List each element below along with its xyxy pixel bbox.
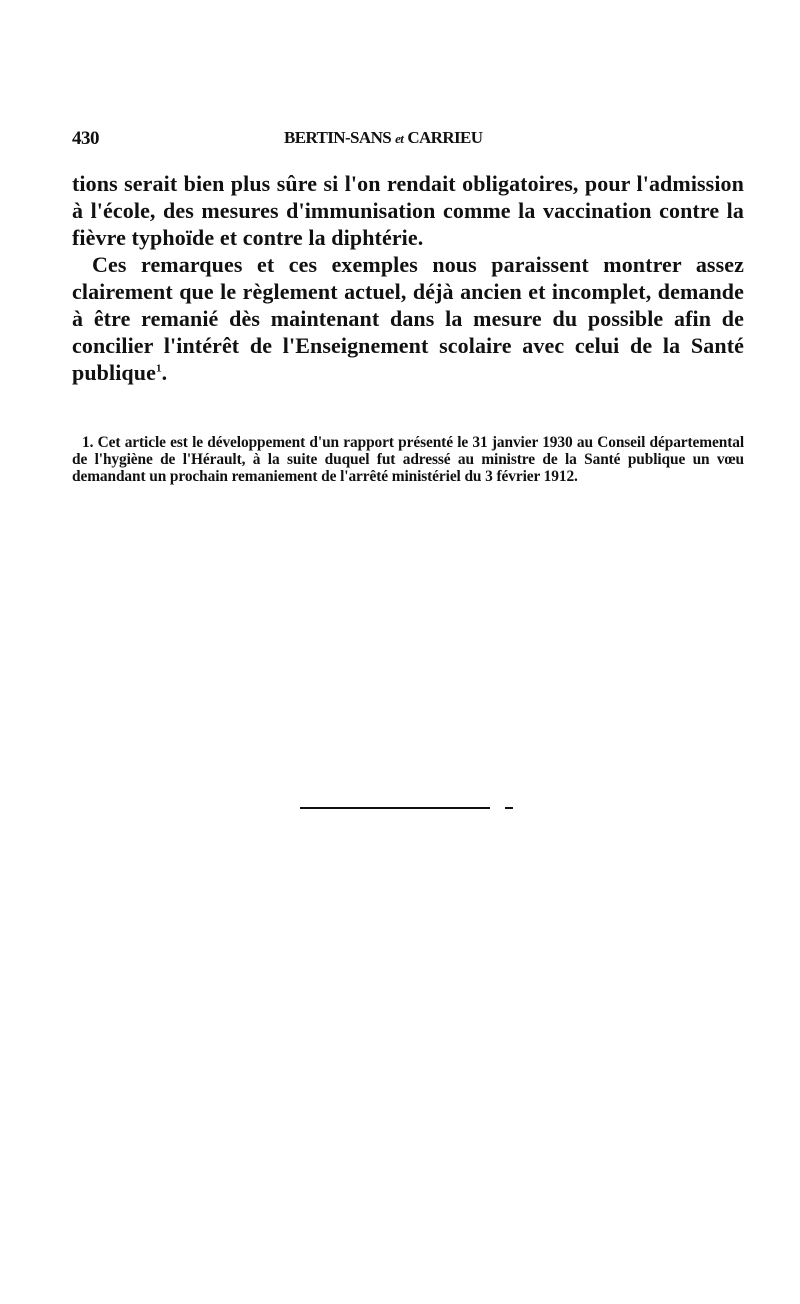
- paragraph-conclusion-end: .: [161, 360, 168, 385]
- running-title: [284, 128, 482, 148]
- author-left: BERTIN-SANS: [284, 128, 392, 147]
- running-header: [72, 128, 744, 152]
- paragraph-conclusion: [72, 251, 744, 386]
- footnote-reference: 1: [155, 362, 162, 375]
- author-conjunction: et: [395, 131, 404, 146]
- end-rule-dash: [505, 807, 513, 809]
- body-text: [72, 170, 744, 386]
- author-right: CARRIEU: [407, 128, 483, 147]
- footnote: 1. Cet article est le développement d'un rapport présenté le 31 janvier 1930 au Conseil départemental de l'hygiène de l'Hérault, à la suite duquel fut adressé au ministre de la Santé publique un vœu demandant un prochain remaniement de l'arrêté ministériel du 3 février 1912.: [72, 434, 744, 485]
- page-number: 430: [72, 128, 99, 149]
- end-rule: [300, 807, 490, 809]
- paragraph-continued: tions serait bien plus sûre si l'on rendait obligatoires, pour l'admission à l'école, des mesures d'immunisation comme la vaccination contre la fièvre typhoïde et contre la diphtérie.: [72, 171, 744, 250]
- paragraph-conclusion-text: Ces remarques et ces exemples nous paraissent montrer assez clairement que le règlement actuel, déjà ancien et incomplet, demande à être remanié dès maintenant dans la mesure du possible afin de concilier l'intérêt de l'Enseignement scolaire avec celui de la Santé publique: [72, 252, 744, 385]
